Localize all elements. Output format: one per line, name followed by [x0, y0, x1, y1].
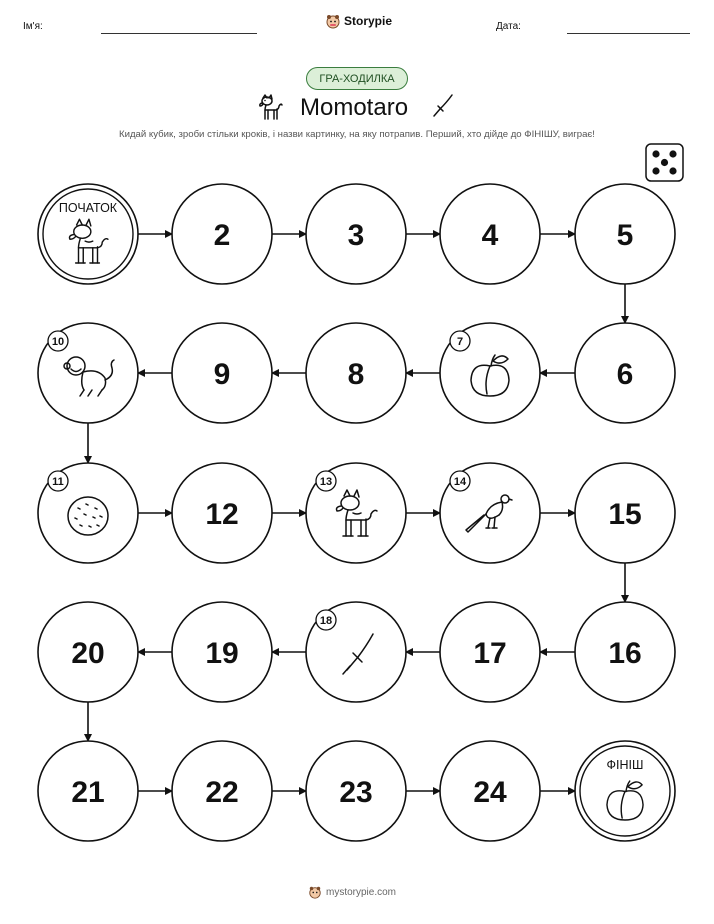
- space-number: 11: [52, 476, 64, 488]
- board-space-18: [306, 602, 406, 702]
- board-space-7: [440, 323, 540, 423]
- finish-space: [575, 741, 675, 841]
- space-number: 24: [473, 776, 507, 809]
- space-number: 12: [205, 498, 239, 531]
- footer: [308, 885, 396, 899]
- space-number: 23: [339, 776, 373, 809]
- name-label: Ім'я:: [23, 21, 43, 32]
- board-space-12: [172, 463, 272, 563]
- board-space-14: [440, 463, 540, 563]
- board-space-20: [38, 602, 138, 702]
- space-number: 2: [213, 219, 231, 252]
- space-number: 9: [213, 358, 231, 391]
- space-number: 7: [456, 336, 464, 348]
- space-number: 19: [205, 637, 239, 670]
- start-space: [38, 184, 138, 284]
- start-label: ПОЧАТОК: [58, 201, 118, 215]
- board-space-23: [306, 741, 406, 841]
- space-number: 10: [51, 336, 65, 348]
- board-space-15: [575, 463, 675, 563]
- brand-name: Storypie: [344, 14, 393, 28]
- space-number: 8: [347, 358, 365, 391]
- space-number: 6: [616, 358, 634, 391]
- space-number: 16: [608, 637, 642, 670]
- space-number: 5: [616, 219, 634, 252]
- board-space-6: [575, 323, 675, 423]
- board-space-13: [306, 463, 406, 563]
- space-number: 21: [71, 776, 105, 809]
- board-space-17: [440, 602, 540, 702]
- board-space-4: [440, 184, 540, 284]
- space-number: 4: [481, 219, 499, 252]
- space-number: 22: [205, 776, 239, 809]
- board-space-21: [38, 741, 138, 841]
- finish-label: ФІНІШ: [606, 758, 644, 772]
- footer-url[interactable]: mystorypie.com: [326, 886, 397, 898]
- space-number: 14: [453, 476, 467, 488]
- board-space-11: [38, 463, 138, 563]
- space-circle: [38, 184, 138, 284]
- board-space-5: [575, 184, 675, 284]
- board-space-9: [172, 323, 272, 423]
- space-number: 18: [319, 615, 333, 627]
- space-number: 17: [473, 637, 507, 670]
- page-title: Momotaro: [300, 94, 409, 121]
- board-cells: [38, 184, 675, 841]
- space-number: 13: [319, 476, 333, 488]
- board-space-8: [306, 323, 406, 423]
- space-number: 20: [71, 637, 105, 670]
- board-space-2: [172, 184, 272, 284]
- footer-mascot-icon: [308, 885, 322, 899]
- space-number: 15: [608, 498, 642, 531]
- board-space-24: [440, 741, 540, 841]
- board-space-16: [575, 602, 675, 702]
- space-number: 3: [347, 219, 365, 252]
- board-space-19: [172, 602, 272, 702]
- board-space-22: [172, 741, 272, 841]
- board-space-10: [38, 323, 138, 423]
- date-label: Дата:: [496, 21, 521, 32]
- instructions-text: Кидай кубик, зроби стільки кроків, і назви картинку, на яку потрапив. Перший, хто дійде до ФІНІШУ, виграє!: [119, 129, 595, 140]
- board-space-3: [306, 184, 406, 284]
- game-type-badge: ГРА-ХОДИЛКА: [306, 67, 408, 90]
